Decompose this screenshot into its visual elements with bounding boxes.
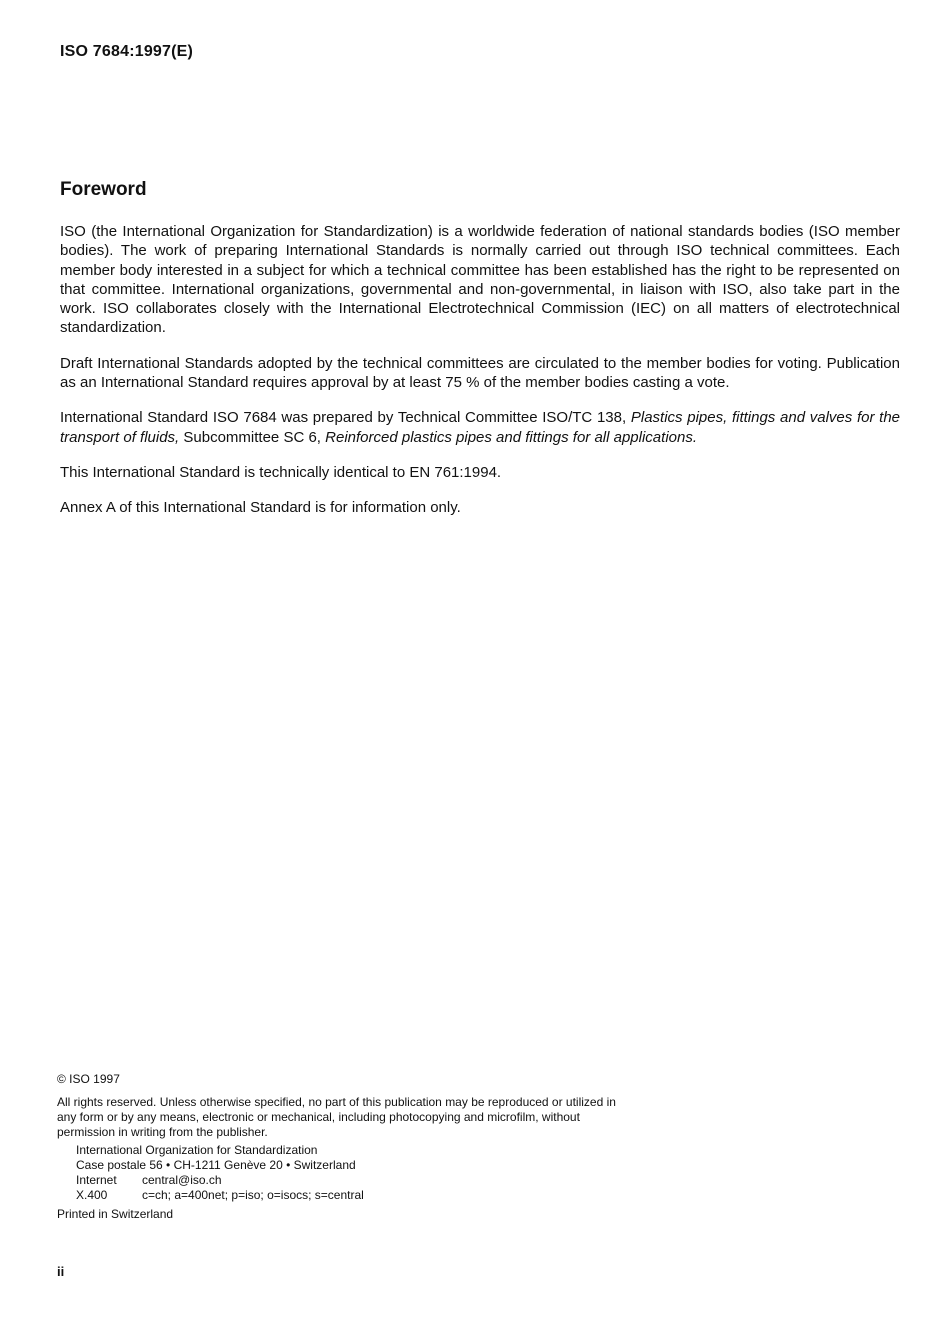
- copyright-block: [57, 1072, 617, 1222]
- internet-row: [76, 1173, 617, 1188]
- postal-address: Case postale 56 • CH-1211 Genève 20 • Switzerland: [76, 1158, 356, 1172]
- paragraph-iso-intro: ISO (the International Organization for Standardization) is a worldwide federation of national standards bodies (ISO member bodies). The work of preparing International Standards is normally carried out through ISO technical committees. Each member body interested in a subject for which a technical committee has been established has the right to be represented on that committee. International organizations, governmental and non-governmental, in liaison with ISO, also take part in the work. ISO collaborates closely with the International Electrotechnical Commission (IEC) on all matters of electrotechnical standardization.: [60, 223, 900, 337]
- paragraph-draft-standards: Draft International Standards adopted by the technical committees are circulated to the member bodies for voting. Publication as an International Standard requires approval by at least 75 % of the member bodies casting a vote.: [60, 354, 900, 392]
- rights-notice: All rights reserved. Unless otherwise specified, no part of this publication may be reproduced or utilized in any form or by any means, electronic or mechanical, including photocopying and microfilm, without permission in writing from the publisher.: [57, 1095, 616, 1139]
- x400-row: [76, 1188, 617, 1203]
- paragraph-en-identity: This International Standard is technically identical to EN 761:1994.: [60, 463, 502, 481]
- document-id: ISO 7684:1997(E): [60, 43, 194, 60]
- paragraph-annex: Annex A of this International Standard is for information only.: [60, 499, 461, 517]
- copyright-line: © ISO 1997: [57, 1072, 120, 1086]
- org-name: International Organization for Standardization: [76, 1143, 318, 1157]
- paragraph-committee: [60, 408, 900, 447]
- publisher-address: [57, 1143, 617, 1203]
- committee-text-c: Subcommittee SC 6,: [179, 428, 326, 446]
- internet-label: Internet: [76, 1173, 117, 1187]
- committee-text-a: International Standard ISO 7684 was prepared by Technical Committee ISO/TC 138,: [60, 409, 631, 427]
- foreword-title: Foreword: [60, 179, 147, 200]
- x400-label: X.400: [76, 1188, 108, 1202]
- x400-value: c=ch; a=400net; p=iso; o=isocs; s=central: [142, 1188, 364, 1202]
- committee-title: Plastics pipes, fittings and valves for the transport of fluids,: [60, 409, 901, 446]
- printed-in: Printed in Switzerland: [57, 1207, 174, 1221]
- foreword-body: [60, 222, 900, 518]
- page-number: ii: [57, 1264, 65, 1279]
- subcommittee-title: Reinforced plastics pipes and fittings for all applications.: [325, 428, 698, 446]
- internet-value: central@iso.ch: [142, 1173, 222, 1187]
